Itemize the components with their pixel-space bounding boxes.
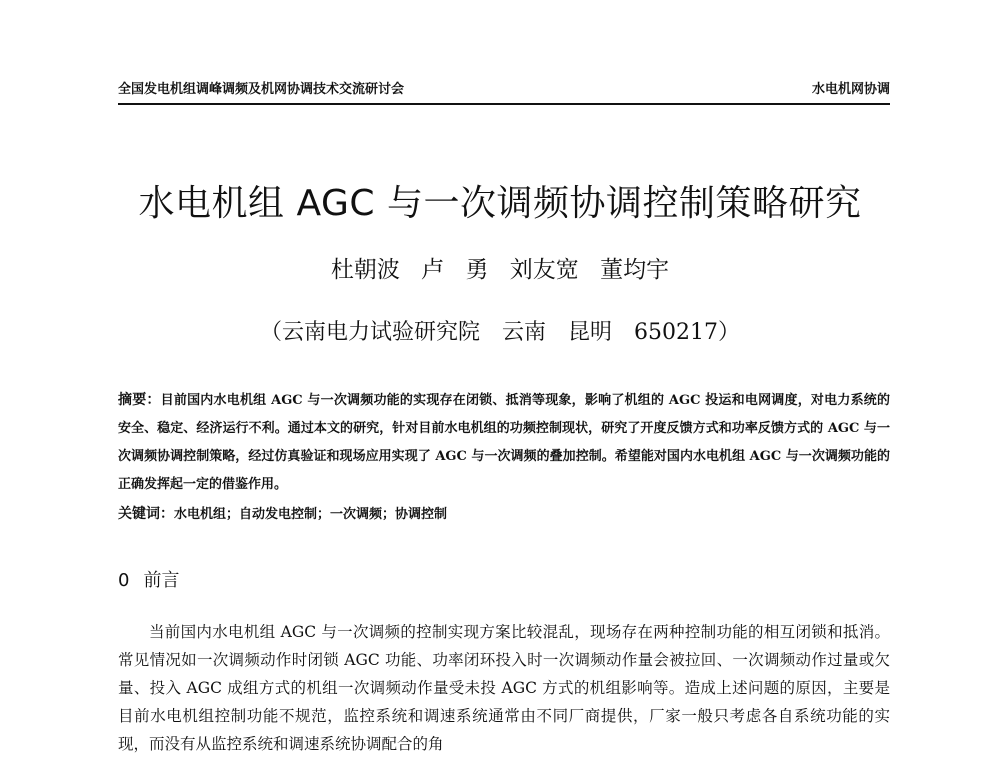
section-title: 前言 — [143, 570, 180, 591]
abstract-label: 摘要： — [118, 392, 161, 408]
section-number: 0 — [118, 570, 130, 591]
paper-authors: 杜朝波 卢 勇 刘友宽 董均宇 — [330, 257, 670, 283]
running-head — [118, 81, 890, 105]
body-paragraph: 当前国内水电机组 AGC 与一次调频的控制实现方案比较混乱，现场存在两种控制功能的相互闭锁和抵消。常见情况如一次调频动作时闭锁 AGC 功能、功率闭环投入时一次调频动作量会被拉回、一次调频动作过量或欠量、投入 AGC 成组方式的机组一次调频动作量受未投 AGC 方式的机组影响等。造成上述问题的原因，主要是目前水电机组控制功能不规范，监控系统和调速系统通常由不同厂商提供，厂家一般只考虑各自系统功能的实现，而没有从监控系统和调速系统协调配合的角 — [118, 623, 890, 753]
abstract-text: 目前国内水电机组 AGC 与一次调频功能的实现存在闭锁、抵消等现象，影响了机组的 AGC 投运和电网调度，对电力系统的安全、稳定、经济运行不利。通过本文的研究，针对目前水电机组的功频控制现状，研究了开度反馈方式和功率反馈方式的 AGC 与一次调频协调控制策略，经过仿真验证和现场应用实现了 AGC 与一次调频的叠加控制。希望能对国内水电机组 AGC 与一次调频功能的正确发挥起一定的借鉴作用。 — [118, 393, 890, 492]
paper-affiliation: （云南电力试验研究院 云南 昆明 650217） — [260, 320, 740, 345]
running-head-section: 水电机网协调 — [811, 82, 890, 97]
paper-title: 水电机组 AGC 与一次调频协调控制策略研究 — [138, 183, 862, 224]
keywords-text: 水电机组；自动发电控制；一次调频；协调控制 — [174, 507, 448, 522]
keywords — [118, 502, 890, 527]
keywords-label: 关键词： — [118, 506, 174, 522]
running-head-conference: 全国发电机组调峰调频及机网协调技术交流研讨会 — [118, 82, 405, 97]
abstract — [118, 386, 890, 499]
section-heading — [118, 568, 179, 594]
